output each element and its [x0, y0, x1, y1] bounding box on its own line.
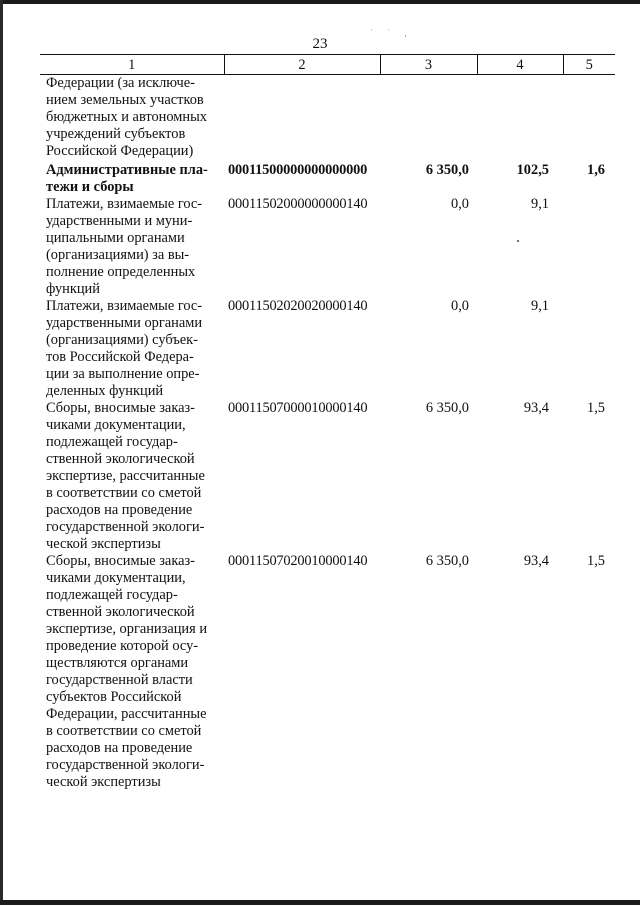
scan-stray-marks: ˙ ˙ ,	[370, 28, 413, 38]
table-row	[40, 75, 615, 163]
row-actual-cell	[477, 75, 563, 163]
row-code-cell: 00011502000000000140	[228, 196, 368, 212]
table-row	[40, 400, 615, 553]
table-body	[40, 75, 615, 792]
row-plan-cell: 0,0	[451, 298, 469, 314]
row-name-cell: Платежи, взимаемые гос- ударственными и муни- ципальными органами (организациями) за вы- полнение определенных функций	[46, 196, 203, 297]
table-row	[40, 298, 615, 400]
row-name-cell: Сборы, вносимые заказ- чиками документации, подлежащей государ- ственной экологической экспертизе, рассчитанные в соответствии со сметой расходов на проведение государственной экологи- ческой экспертизы	[46, 400, 205, 552]
row-name-cell: Федерации (за исключе- нием земельных участков бюджетных и автономных учреждений субъектов Российской Федерации)	[46, 75, 207, 159]
row-code-cell	[224, 75, 380, 163]
row-code-cell: 00011500000000000000	[228, 162, 368, 178]
row-plan-cell: 6 350,0	[425, 162, 469, 178]
row-actual-cell: 9,1	[531, 196, 549, 212]
revenue-table	[40, 54, 615, 791]
row-percent-cell: 1,6	[587, 162, 605, 178]
table-row	[40, 162, 615, 196]
row-plan-cell: 0,0	[451, 196, 469, 212]
table-row	[40, 196, 615, 298]
row-name-cell: Сборы, вносимые заказ- чиками документации, подлежащей государ- ственной экологической экспертизе, организация и проведение которой осу- ществляются органами государственной власти субъектов Российской Федерации, рассчитанные в соответствии со сметой расходов на проведение государственной экологи- ческой экспертизы	[46, 553, 208, 790]
table-header-row	[40, 55, 615, 75]
row-percent-cell	[563, 75, 615, 163]
row-percent-cell: 1,5	[587, 553, 605, 569]
column-header-5: 5	[563, 55, 615, 75]
column-header-3: 3	[380, 55, 477, 75]
column-header-1: 1	[40, 55, 224, 75]
row-plan-cell: 6 350,0	[425, 553, 469, 569]
row-actual-cell: 9,1	[531, 298, 549, 314]
scan-edge-bottom	[0, 900, 640, 905]
scan-edge-left	[0, 0, 3, 905]
row-actual-cell: 93,4	[523, 553, 549, 569]
table-header	[40, 55, 615, 75]
row-code-cell: 00011502020020000140	[228, 298, 368, 314]
row-plan-cell: 6 350,0	[425, 400, 469, 416]
scan-speck	[517, 240, 519, 242]
row-code-cell: 00011507000010000140	[228, 400, 368, 416]
row-plan-cell	[380, 75, 477, 163]
table-row	[40, 553, 615, 791]
row-percent-cell: 1,5	[587, 400, 605, 416]
row-percent-cell	[563, 196, 615, 298]
row-name-cell: Административные пла- тежи и сборы	[46, 162, 208, 195]
column-header-4: 4	[477, 55, 563, 75]
row-code-cell: 00011507020010000140	[228, 553, 368, 569]
row-name-cell: Платежи, взимаемые гос- ударственными органами (организациями) субъек- тов Российской Федера- ции за выполнение опре- деленных функций	[46, 298, 203, 399]
row-percent-cell	[563, 298, 615, 400]
row-actual-cell: 93,4	[523, 400, 549, 416]
page-number: 23	[312, 36, 328, 52]
scan-edge-top	[0, 0, 640, 4]
column-header-2: 2	[224, 55, 380, 75]
row-actual-cell: 102,5	[516, 162, 549, 178]
